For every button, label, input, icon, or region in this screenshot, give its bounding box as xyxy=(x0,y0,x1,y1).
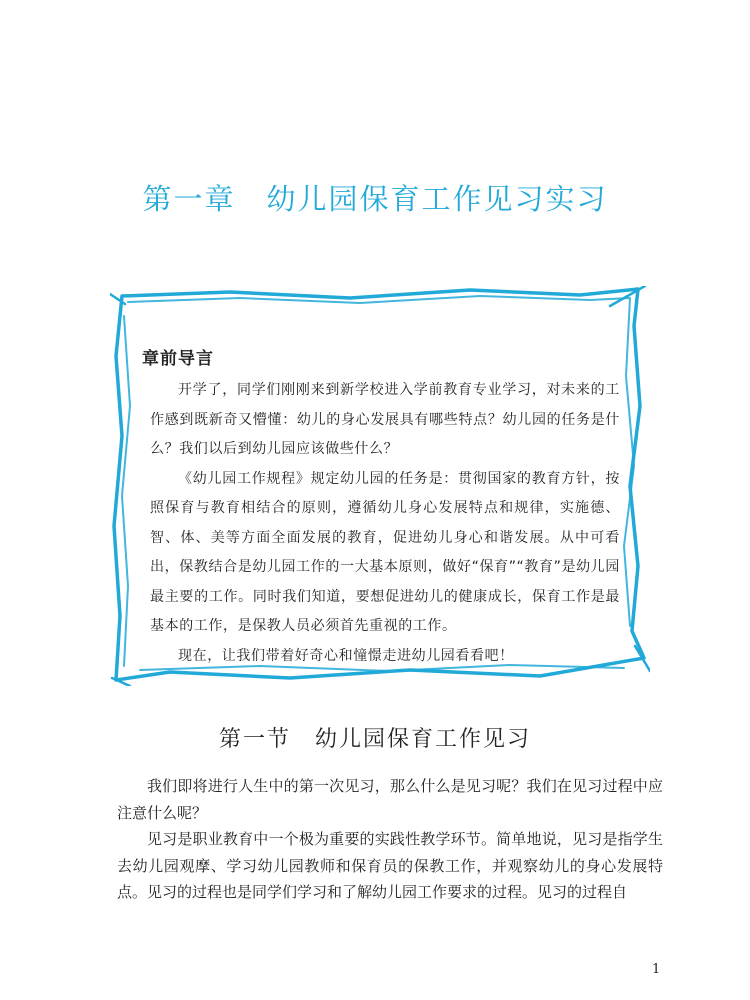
intro-paragraph: 《幼儿园工作规程》规定幼儿园的任务是：贯彻国家的教育方针，按照保育与教育相结合的原则，遵循幼儿身心发展特点和规律，实施德、智、体、美等方面全面发展的教育，促进幼儿身心和谐发展。从中可看出，保教结合是幼儿园工作的一大基本原则，做好“保育”“教育”是幼儿园最主要的工作。同时我们知道，要想促进幼儿的健康成长，保育工作是最基本的工作，是保教人员必须首先重视的工作。 xyxy=(150,470,620,634)
page-number: 1 xyxy=(652,962,661,977)
section-body xyxy=(117,773,663,906)
body-paragraph: 我们即将进行人生中的第一次见习，那么什么是见习呢？我们在见习过程中应注意什么呢？ xyxy=(117,777,663,822)
section-title: 第一节 幼儿园保育工作见习 xyxy=(218,727,531,752)
intro-paragraph: 开学了，同学们刚刚来到新学校进入学前教育专业学习，对未来的工作感到既新奇又懵懂：幼儿的身心发展具有哪些特点？幼儿园的任务是什么？我们以后到幼儿园应该做些什么？ xyxy=(150,382,620,457)
chapter-title: 第一章 幼儿园保育工作见习实习 xyxy=(142,182,608,216)
intro-paragraph: 现在，让我们带着好奇心和憧憬走进幼儿园看看吧！ xyxy=(178,647,514,664)
intro-body xyxy=(150,376,620,671)
body-paragraph: 见习是职业教育中一个极为重要的实践性教学环节。简单地说，见习是指学生去幼儿园观摩、学习幼儿园教师和保育员的保教工作，并观察幼儿的身心发展特点。见习的过程也是同学们学习和了解幼儿园工作要求的过程。见习的过程自 xyxy=(117,830,663,901)
intro-heading: 章前导言 xyxy=(142,349,214,369)
